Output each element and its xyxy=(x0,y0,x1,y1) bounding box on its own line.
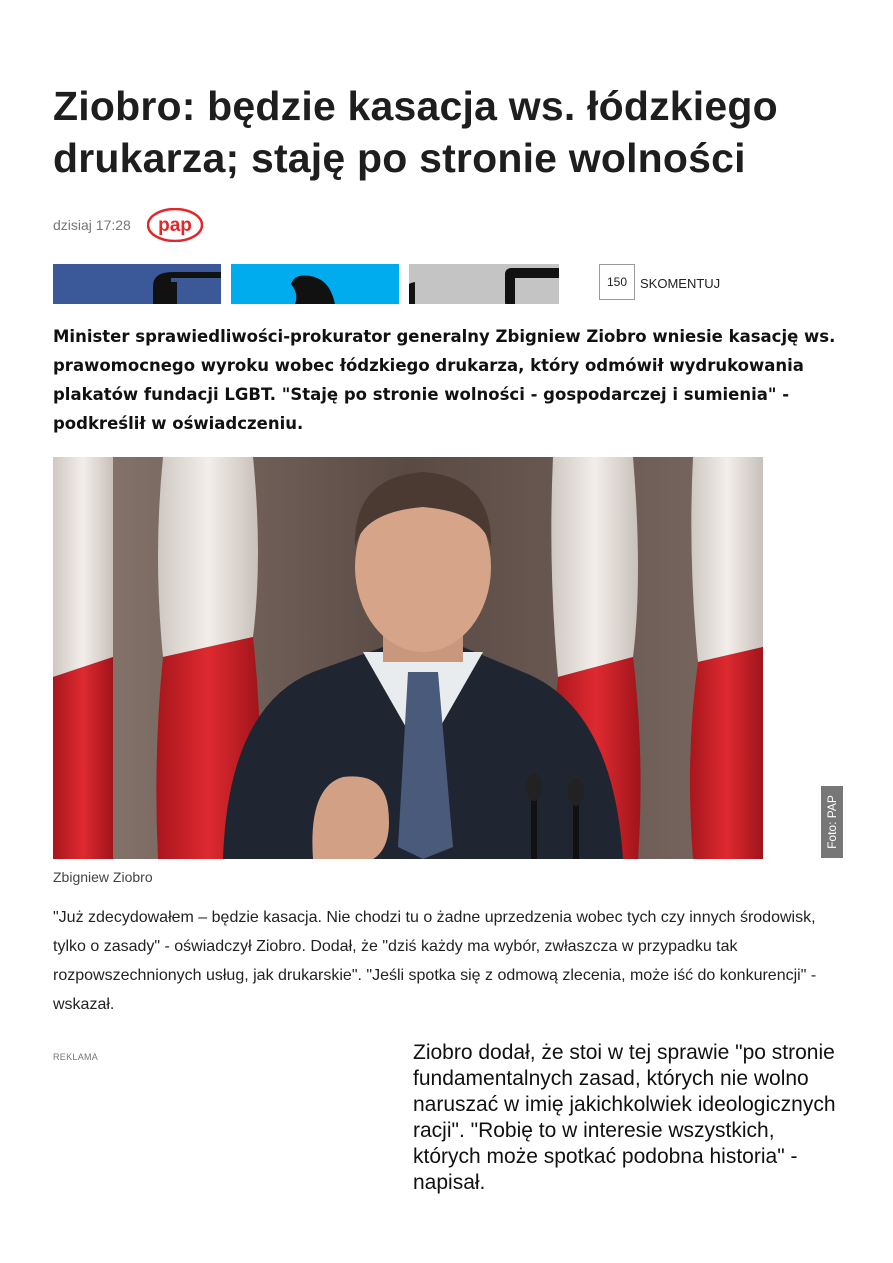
headline: Ziobro: będzie kasacja ws. łódzkiego drukarza; staję po stronie wolności xyxy=(53,83,778,181)
comment-link[interactable]: SKOMENTUJ xyxy=(640,276,721,291)
comment-count[interactable]: 150 xyxy=(599,264,635,300)
twitter-icon xyxy=(231,264,399,304)
photo-credit-text: Foto: PAP xyxy=(825,795,839,849)
facebook-icon xyxy=(53,264,221,304)
article-paragraph-1: "Już zdecydowałem – będzie kasacja. Nie chodzi tu o żadne uprzedzenia wobec tych czy innych środowisk, tylko o zasady" - oświadczył Ziobro. Dodał, że "dziś każdy ma wybór, zwłaszcza w przypadku tak rozpowszechnionych usług, jak drukarskie". "Jeśli spotka się z odmową zlecenia, może iść do konkurencji" - wskazał. xyxy=(53,909,817,1013)
pap-logo-text: pap xyxy=(157,215,192,236)
share-twitter-button[interactable] xyxy=(231,264,399,304)
article-photo xyxy=(53,457,763,859)
pap-logo[interactable] xyxy=(147,208,203,242)
share-facebook-button[interactable] xyxy=(53,264,221,304)
article-meta xyxy=(53,207,203,243)
photo-caption: Zbigniew Ziobro xyxy=(53,869,153,885)
ad-label: REKLAMA xyxy=(53,1052,99,1062)
share-email-button[interactable] xyxy=(409,264,559,304)
email-icon xyxy=(409,264,559,304)
article-lead: Minister sprawiedliwości-prokurator generalny Zbigniew Ziobro wniesie kasację ws. prawomocnego wyroku wobec łódzkiego drukarza, który odmówił wydrukowania plakatów fundacji LGBT. "Staję po stronie wolności - gospodarczej i sumienia" - podkreślił w oświadczeniu. xyxy=(53,327,836,433)
photo-credit xyxy=(821,786,843,858)
publish-date: dzisiaj 17:28 xyxy=(53,217,131,233)
article-paragraph-2: Ziobro dodał, że stoi w tej sprawie "po stronie fundamentalnych zasad, których nie wolno naruszać w imię jakichkolwiek ideologicznych racji". "Robię to w interesie wszystkich, których może spotkać podobna historia" - napisał. xyxy=(413,1041,836,1194)
share-bar xyxy=(53,264,753,304)
